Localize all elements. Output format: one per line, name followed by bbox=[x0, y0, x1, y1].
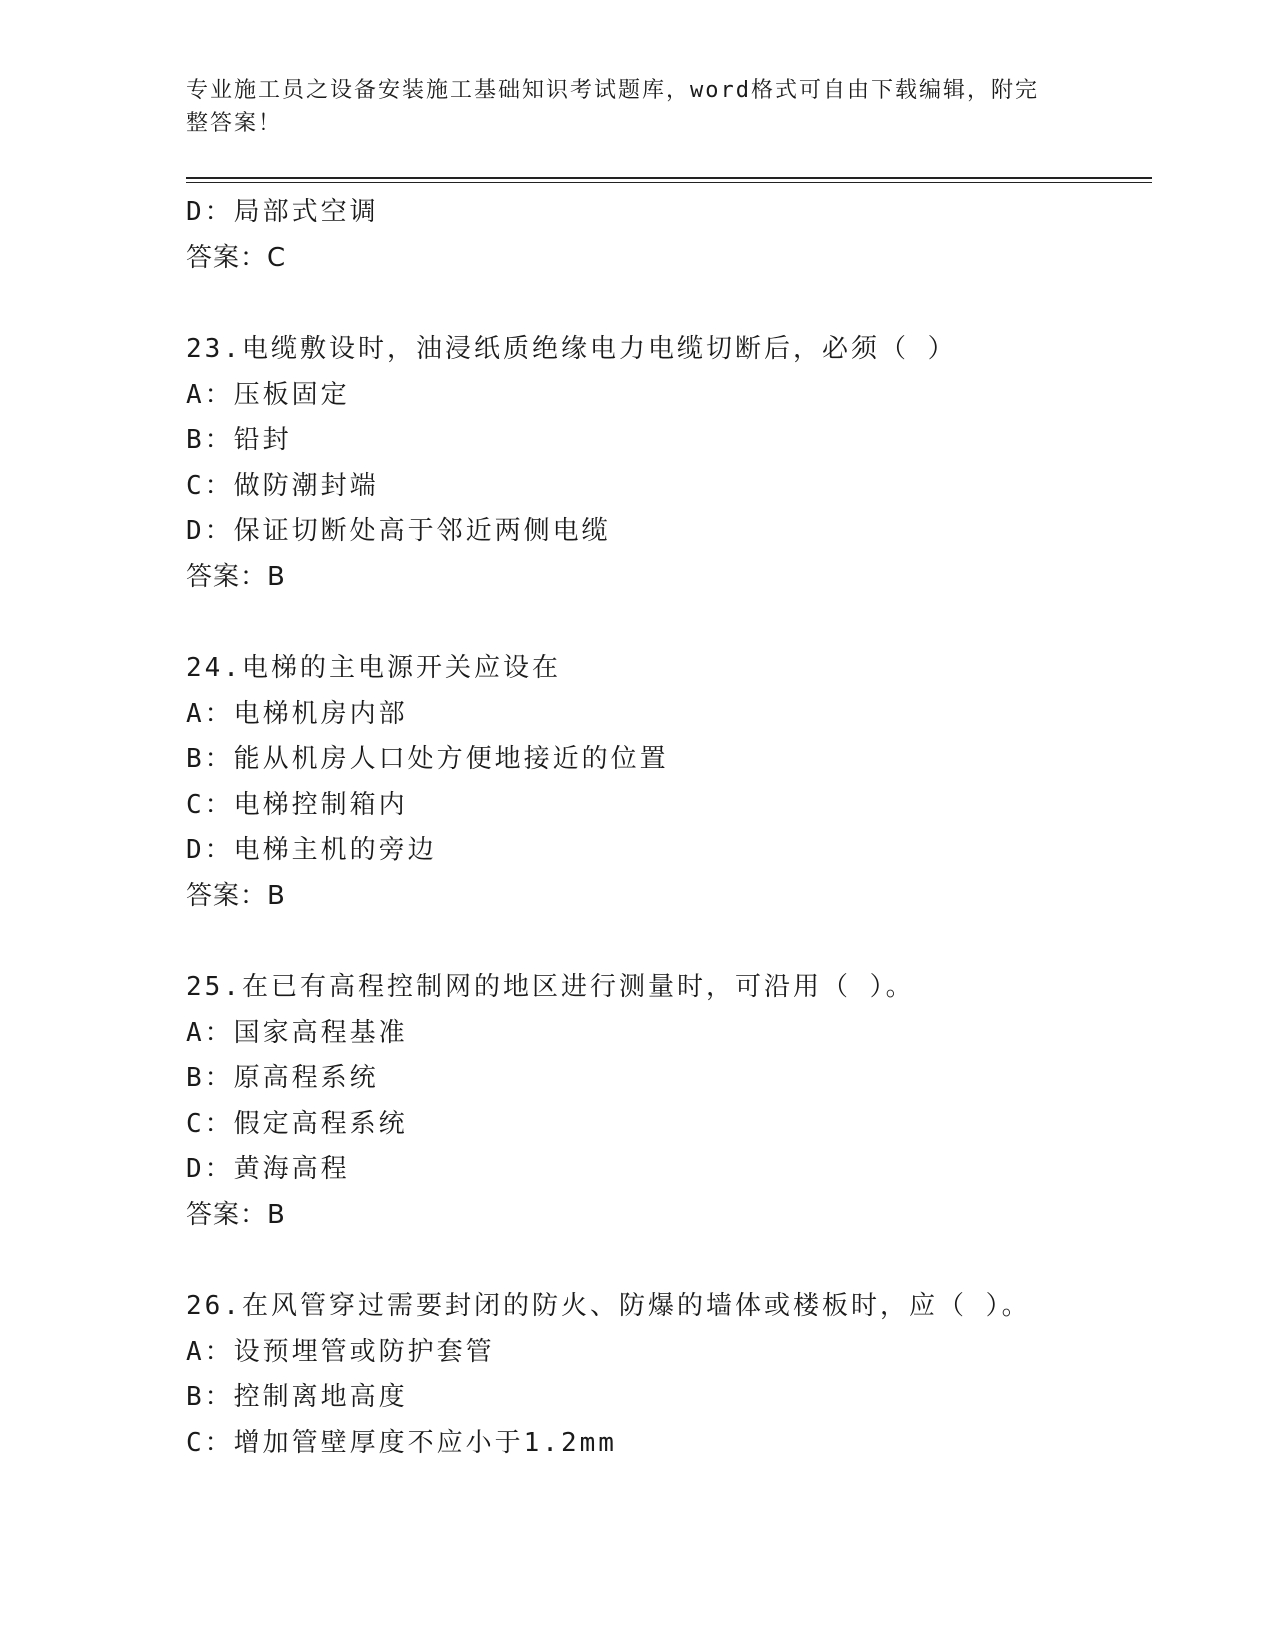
question-stem: 26.在风管穿过需要封闭的防火、防爆的墙体或楼板时，应（ ）。 bbox=[186, 1291, 1031, 1321]
answer: 答案：B bbox=[186, 561, 286, 592]
option-a: A：国家高程基准 bbox=[186, 1017, 408, 1048]
option-b: B：能从机房人口处方便地接近的位置 bbox=[186, 744, 669, 774]
option-b: B：控制离地高度 bbox=[186, 1382, 408, 1412]
spacer bbox=[186, 919, 1146, 965]
header-line-2: 整答案！ bbox=[186, 111, 283, 136]
option-c: C：电梯控制箱内 bbox=[186, 789, 408, 820]
header-line-1: 专业施工员之设备安装施工基础知识考试题库，word格式可自由下载编辑，附完 bbox=[186, 78, 1039, 103]
question-25 bbox=[186, 965, 1146, 1238]
answer: 答案：B bbox=[186, 880, 286, 911]
option-d: D：黄海高程 bbox=[186, 1154, 350, 1184]
answer: 答案：B bbox=[186, 1199, 286, 1230]
option-a: A：电梯机房内部 bbox=[186, 698, 408, 729]
spacer bbox=[186, 281, 1146, 327]
option-d: D：保证切断处高于邻近两侧电缆 bbox=[186, 516, 611, 546]
question-23 bbox=[186, 327, 1146, 600]
option-b: B：铅封 bbox=[186, 425, 292, 455]
spacer bbox=[186, 600, 1146, 646]
option-a: A：设预埋管或防护套管 bbox=[186, 1336, 495, 1367]
question-stem: 25.在已有高程控制网的地区进行测量时，可沿用（ ）。 bbox=[186, 972, 915, 1002]
option-c: C：增加管壁厚度不应小于1.2mm bbox=[186, 1427, 617, 1458]
option-c: C：假定高程系统 bbox=[186, 1108, 408, 1139]
document-header bbox=[186, 74, 1066, 140]
spacer bbox=[186, 1238, 1146, 1284]
header-divider-thick bbox=[186, 177, 1152, 179]
option-b: B：原高程系统 bbox=[186, 1063, 379, 1093]
question-24 bbox=[186, 646, 1146, 919]
answer: 答案：C bbox=[186, 242, 287, 273]
option-a: A：压板固定 bbox=[186, 379, 350, 410]
previous-question-tail bbox=[186, 190, 1146, 281]
question-list bbox=[186, 190, 1146, 1466]
option-d: D：局部式空调 bbox=[186, 197, 379, 227]
question-stem: 24.电梯的主电源开关应设在 bbox=[186, 653, 561, 683]
header-divider-thin bbox=[186, 182, 1152, 183]
question-stem: 23.电缆敷设时，油浸纸质绝缘电力电缆切断后，必须（ ） bbox=[186, 334, 957, 364]
option-c: C：做防潮封端 bbox=[186, 470, 379, 501]
option-d: D：电梯主机的旁边 bbox=[186, 835, 437, 865]
question-26 bbox=[186, 1284, 1146, 1466]
